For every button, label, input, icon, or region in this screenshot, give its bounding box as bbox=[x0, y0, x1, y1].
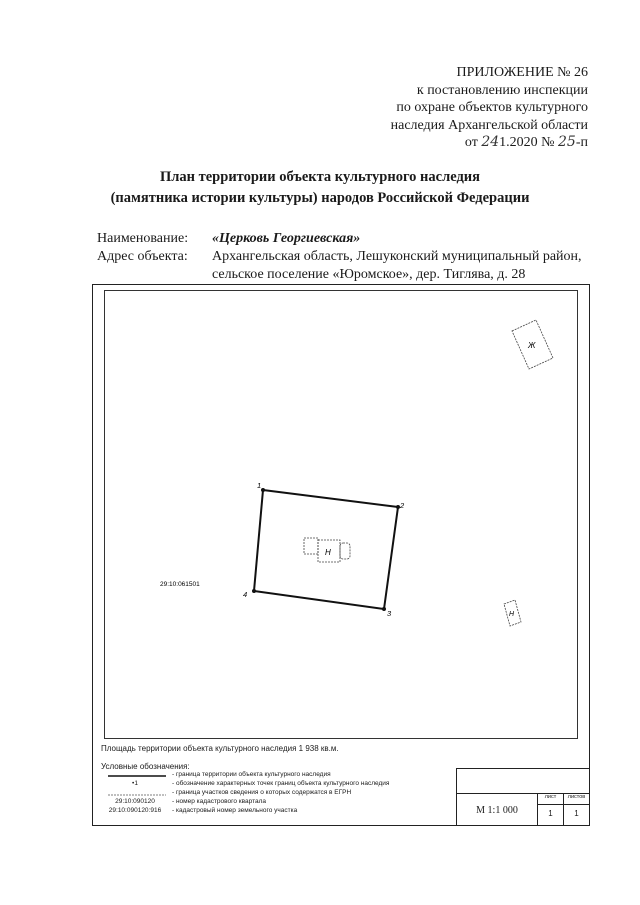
legend-text-0: - граница территории объекта культурного наследия bbox=[172, 771, 331, 778]
boundary-point bbox=[252, 589, 256, 593]
church-building bbox=[304, 538, 350, 562]
stamp-sheets-label: листов bbox=[567, 794, 586, 800]
legend-title: Условные обозначения: bbox=[101, 762, 190, 771]
point-label-3: 3 bbox=[387, 609, 392, 618]
legend-text-3: - номер кадастрового квартала bbox=[172, 798, 267, 805]
address-line2: сельское поселение «Юромское», дер. Тиглява, д. 28 bbox=[212, 267, 526, 282]
building-zh bbox=[512, 320, 553, 369]
building-n2-label: Н bbox=[509, 611, 515, 618]
building-zh-label: Ж bbox=[528, 341, 536, 350]
point-label-4: 4 bbox=[243, 590, 248, 599]
number-suffix: -п bbox=[575, 135, 588, 150]
appendix-line1: ПРИЛОЖЕНИЕ № 26 bbox=[456, 65, 588, 80]
point-label-2: 2 bbox=[400, 501, 405, 510]
point-label-1: 1 bbox=[257, 481, 262, 490]
address-line1: Архангельская область, Лешуконский муниципальный район, bbox=[212, 249, 582, 264]
date-handwritten: 24 bbox=[481, 134, 500, 150]
legend-symbol-4: 29:10:090120:916 bbox=[108, 807, 162, 814]
stamp-sheets-value-cell bbox=[563, 804, 590, 826]
stamp-sheet-value: 1 bbox=[548, 809, 553, 818]
stamp-scale: М 1:1 000 bbox=[476, 805, 518, 816]
title-stamp bbox=[456, 768, 590, 826]
stamp-top-cell bbox=[456, 768, 590, 794]
date-prefix: от bbox=[464, 135, 478, 150]
cadastral-quarter-label: 29:10:061501 bbox=[160, 581, 200, 588]
appendix-line2: к постановлению инспекции bbox=[416, 82, 588, 98]
building-n2 bbox=[504, 600, 521, 626]
title-line1: План территории объекта культурного наследия bbox=[159, 169, 480, 185]
stamp-sheets-value: 1 bbox=[574, 809, 579, 818]
name-value: «Церковь Георгиевская» bbox=[212, 231, 361, 246]
stamp-scale-cell bbox=[456, 793, 538, 826]
legend-symbol-3: 29:10:090120 bbox=[115, 798, 155, 805]
legend-text-4: - кадастровый номер земельного участка bbox=[172, 807, 298, 814]
area-text: Площадь территории объекта культурного наследия 1 938 кв.м. bbox=[101, 744, 339, 753]
boundary-point bbox=[261, 488, 265, 492]
boundary-point bbox=[382, 607, 386, 611]
appendix-line4: наследия Архангельской области bbox=[390, 117, 588, 133]
stamp-sheet-label: лист bbox=[544, 794, 557, 800]
legend-text-1: - обозначение характерных точек границ объекта культурного наследия bbox=[172, 780, 390, 787]
address-label: Адрес объекта: bbox=[97, 249, 188, 264]
number-handwritten: 25 bbox=[558, 134, 576, 150]
name-label: Наименование: bbox=[97, 231, 189, 246]
church-label: Н bbox=[325, 548, 331, 557]
date-rest: 1.2020 № bbox=[499, 135, 555, 150]
legend bbox=[100, 771, 460, 821]
stamp-sheet-value-cell bbox=[537, 804, 564, 826]
legend-text-2: - граница участков сведения о которых содержатся в ЕГРН bbox=[172, 789, 352, 796]
legend-symbol-1: •1 bbox=[132, 780, 138, 787]
appendix-line3: по охране объектов культурного bbox=[396, 100, 588, 115]
title-line2: (памятника истории культуры) народов Российской Федерации bbox=[110, 190, 530, 206]
